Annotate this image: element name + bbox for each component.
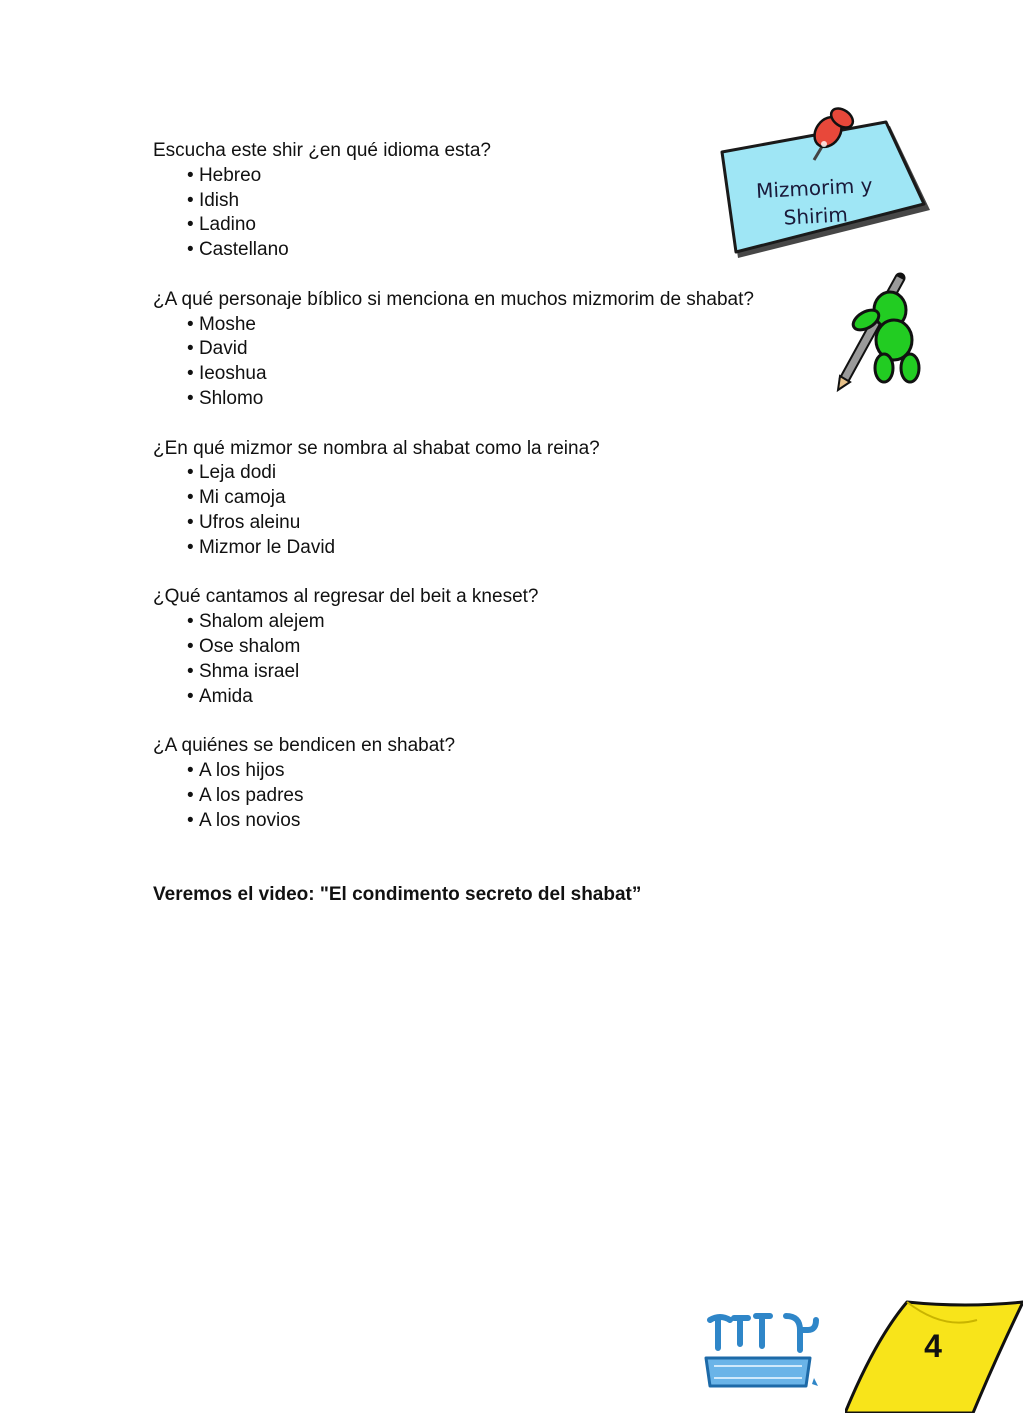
option-item: • A los padres [187,784,833,809]
shitufi-logo-icon [700,1308,825,1393]
green-figure-with-pencil-icon [830,268,925,393]
question-text: ¿A quiénes se bendicen en shabat? [153,735,456,757]
option-item: • Amida [187,685,833,710]
page-number: 4 [924,1328,942,1364]
option-item: • Moshe [187,313,833,338]
options-list [153,759,833,833]
options-list [153,313,833,412]
question-block [153,585,833,709]
question-text: ¿A qué personaje bíblico si menciona en muchos mizmorim de shabat? [153,288,754,310]
option-item: • Shma israel [187,660,833,685]
option-item: • Ieoshua [187,362,833,387]
question-block [153,734,833,833]
option-item: • A los hijos [187,759,833,784]
question-block [153,437,833,561]
option-item: • Shlomo [187,387,833,412]
option-item: • Hebreo [187,164,833,189]
option-item: • Ose shalom [187,635,833,660]
question-text: Escucha este shir ¿en qué idioma esta? [153,140,491,161]
option-item: • Ufros aleinu [187,511,833,536]
option-item: • Leja dodi [187,461,833,486]
options-list [153,610,833,709]
question-text: ¿En qué mizmor se nombra al shabat como la reina? [153,437,600,459]
question-text: ¿Qué cantamos al regresar del beit a kneset? [153,586,539,608]
closing-statement: Veremos el video: "El condimento secreto del shabat” [153,883,642,905]
sticky-note-label: Mizmorim y Shirim [755,172,874,230]
question-block [153,288,833,412]
option-item: • Mizmor le David [187,536,833,561]
options-list [153,164,833,263]
question-block [153,139,833,263]
option-item: • Shalom alejem [187,610,833,635]
option-item: • Idish [187,189,833,214]
option-item: • Mi camoja [187,486,833,511]
options-list [153,461,833,560]
quiz-content [153,139,833,927]
option-item: • David [187,337,833,362]
option-item: • A los novios [187,809,833,834]
option-item: • Castellano [187,238,833,263]
option-item: • Ladino [187,213,833,238]
